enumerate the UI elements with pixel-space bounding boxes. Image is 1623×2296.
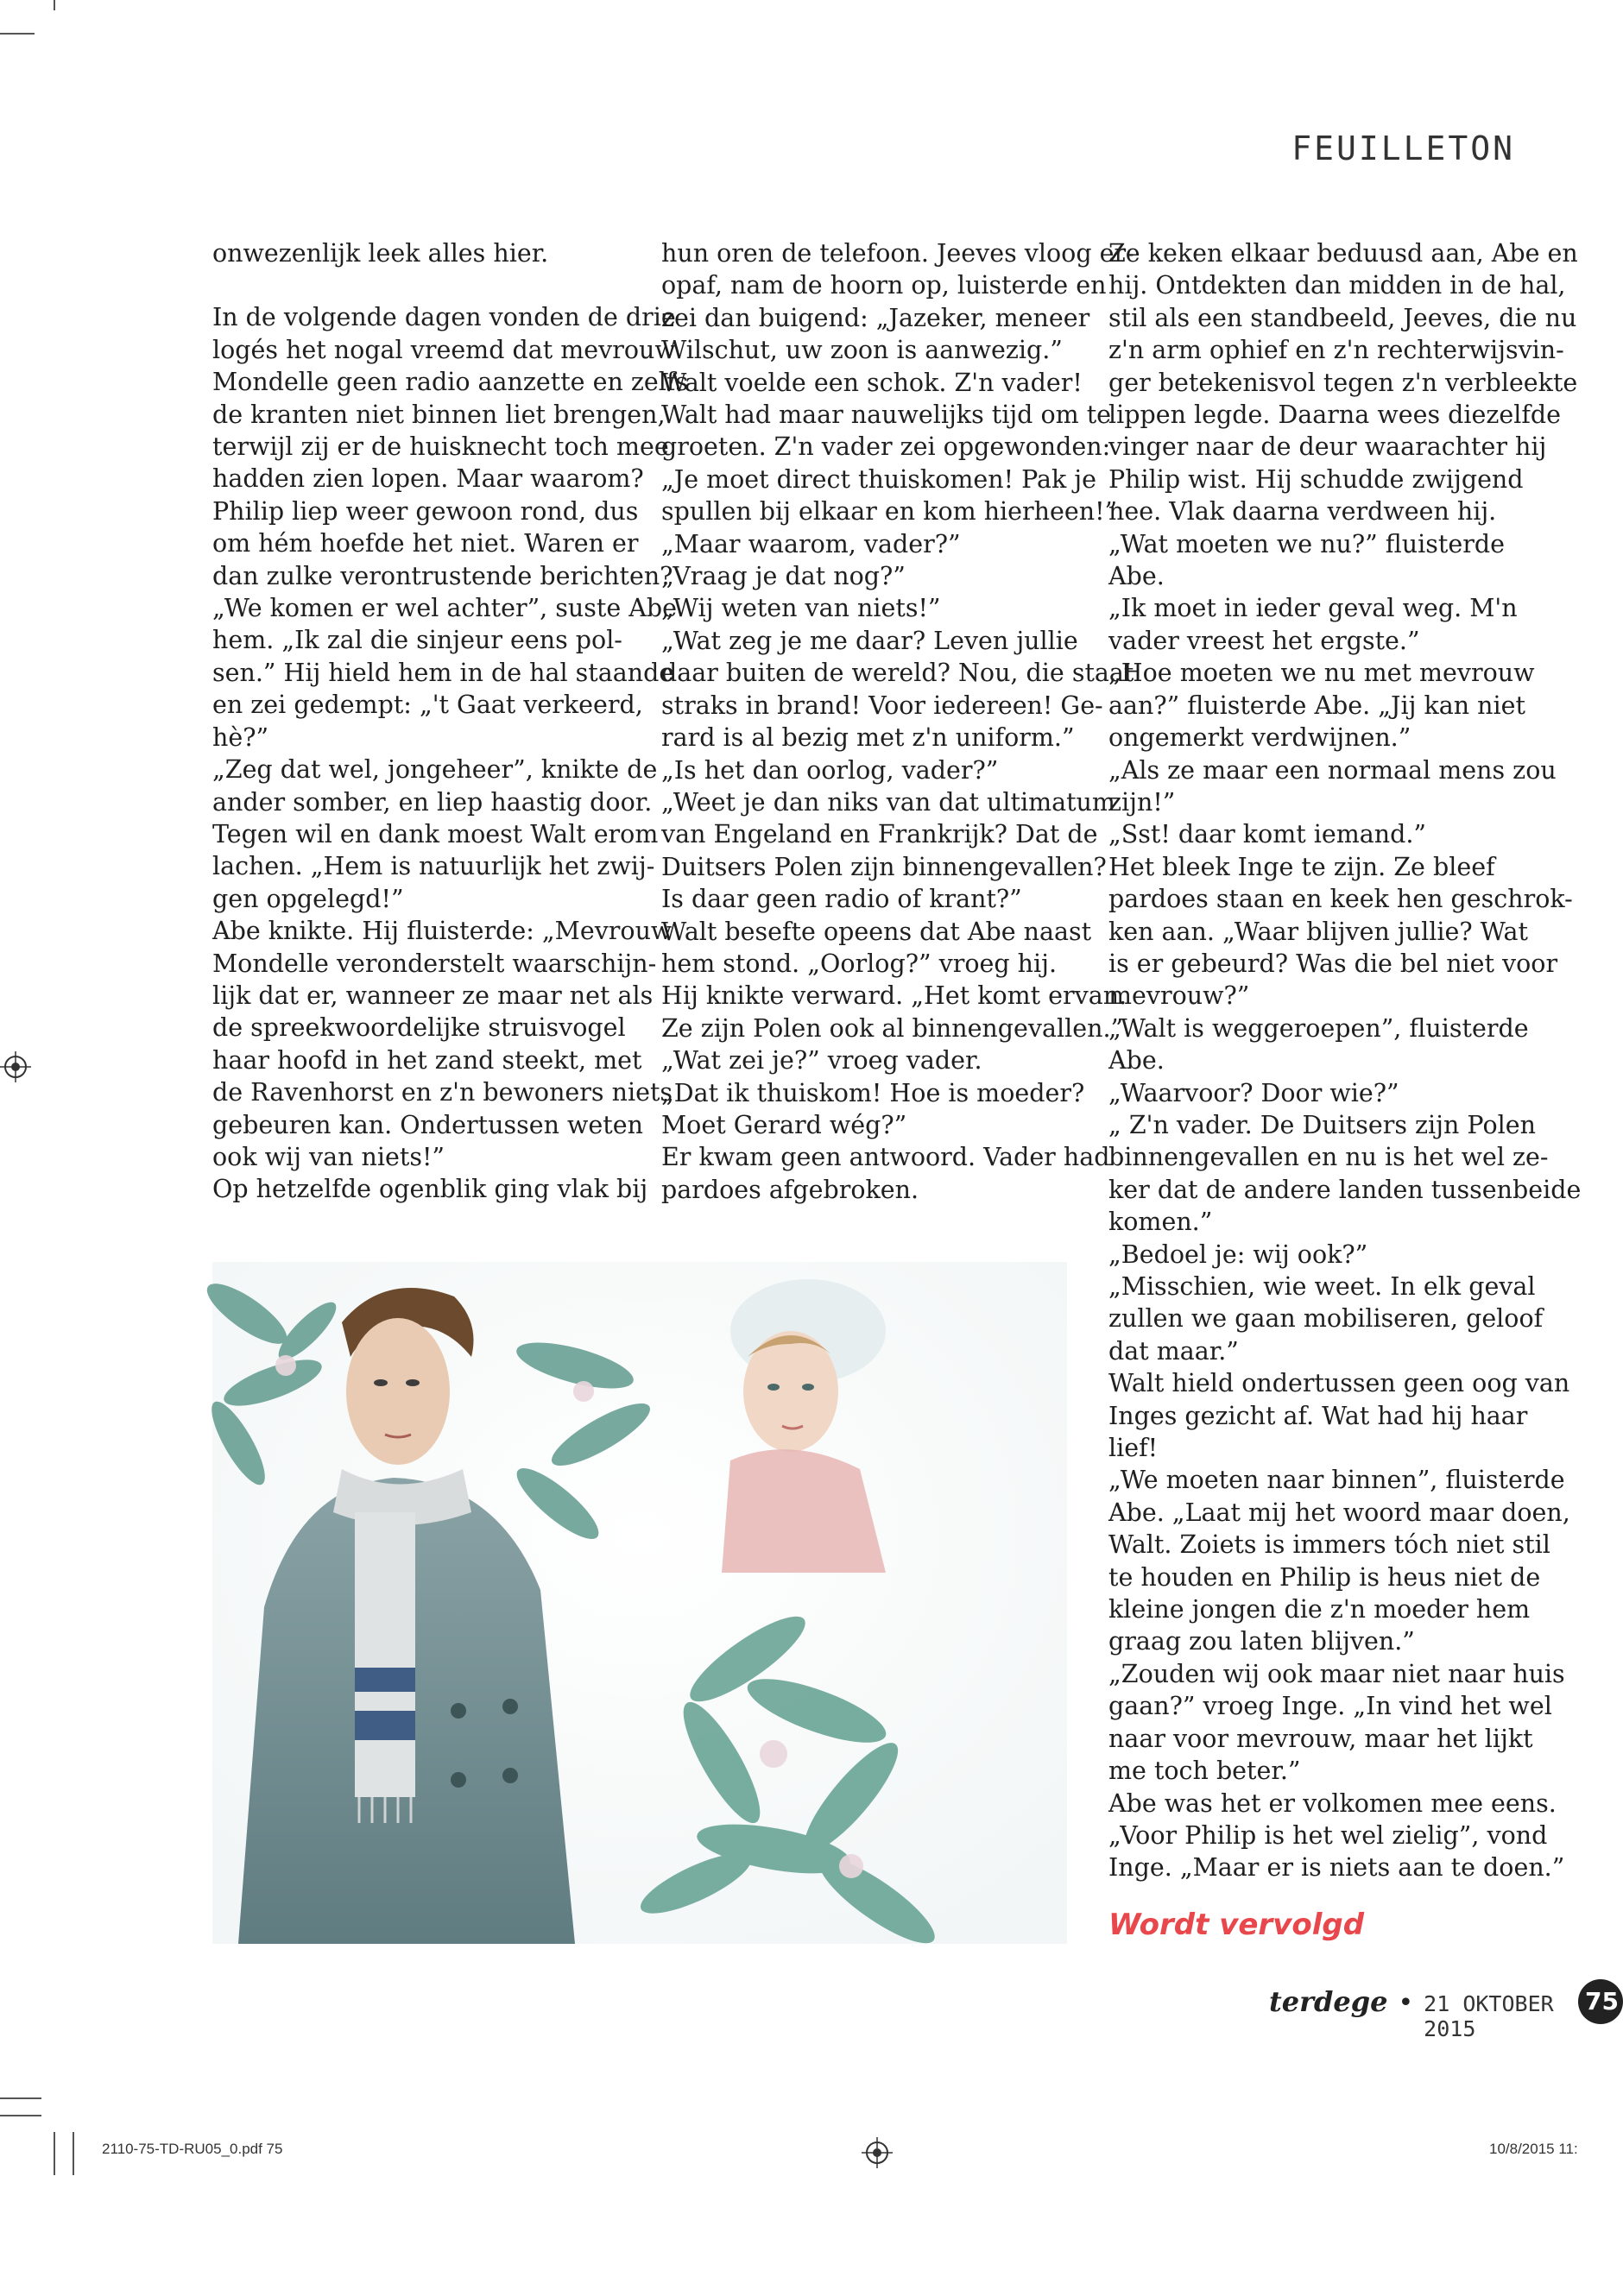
text-line: Walt besefte opeens dat Abe naast [661, 917, 1092, 946]
text-line: Abe knikte. Hij fluisterde: „Mevrouw [212, 917, 673, 946]
text-line: „ Z'n vader. De Duitsers zijn Polen [1108, 1110, 1536, 1139]
text-line: pardoes afgebroken. [661, 1175, 919, 1204]
text-line: „Hoe moeten we nu met mevrouw [1108, 659, 1535, 688]
text-line: graag zou laten blijven.” [1108, 1627, 1415, 1656]
registration-target-icon [862, 2137, 893, 2168]
registration-target-icon [0, 1051, 31, 1082]
text-line: „Wat zeg je me daar? Leven jullie [661, 626, 1078, 655]
text-line: pardoes staan en keek hen geschrok- [1108, 885, 1573, 914]
text-line: ken aan. „Waar blijven jullie? Wat [1108, 917, 1528, 946]
text-line: „Dat ik thuiskom! Hoe is moeder? [661, 1078, 1085, 1107]
text-line: Het bleek Inge te zijn. Ze bleef [1108, 852, 1495, 881]
text-line: om hém hoefde het niet. Waren er [212, 529, 639, 558]
text-line: sen.” Hij hield hem in de hal staande [212, 658, 674, 687]
text-line: Philip wist. Hij schudde zwijgend [1108, 464, 1524, 494]
footer-separator: • [1398, 1988, 1414, 2018]
text-line: van Engeland en Frankrijk? Dat de [661, 820, 1098, 849]
text-line: hè?” [212, 722, 269, 752]
text-line: zei dan buigend: „Jazeker, meneer [661, 303, 1090, 332]
article-column-1 [212, 237, 689, 1206]
crop-mark [54, 2132, 55, 2175]
text-line: komen.” [1108, 1208, 1213, 1237]
text-line: „Misschien, wie weet. In elk geval [1108, 1272, 1536, 1301]
print-slug-timestamp: 10/8/2015 11: [1489, 2141, 1578, 2157]
text-line: opaf, nam de hoorn op, luisterde en [661, 271, 1107, 300]
text-line: vader vreest het ergste.” [1108, 626, 1420, 655]
text-line: „Als ze maar een normaal mens zou [1108, 755, 1557, 785]
text-line: Abe was het er volkomen mee eens. [1108, 1788, 1557, 1818]
text-line: Abe. „Laat mij het woord maar doen, [1108, 1498, 1570, 1527]
text-line: ander somber, en liep haastig door. [212, 787, 653, 817]
text-line: dan zulke verontrustende berichten? [212, 561, 673, 590]
text-line: ger betekenisvol tegen z'n verbleekte [1108, 368, 1578, 397]
text-line: Philip liep weer gewoon rond, dus [212, 496, 639, 526]
text-line: terwijl zij er de huisknecht toch mee [212, 432, 669, 462]
text-line: zijn!” [1108, 787, 1176, 817]
text-line: Abe. [1108, 562, 1165, 591]
crop-mark [73, 2132, 74, 2175]
story-illustration [212, 1262, 1067, 1944]
text-line: gaan?” vroeg Inge. „In vind het wel [1108, 1692, 1552, 1721]
section-title: FEUILLETON [1291, 129, 1515, 167]
text-line [212, 269, 635, 301]
page-footer [1269, 1985, 1593, 2041]
text-line: „Sst! daar komt iemand.” [1108, 820, 1426, 849]
text-line: onwezenlijk leek alles hier. [212, 239, 549, 268]
text-line: „Walt is weggeroepen”, fluisterde [1108, 1013, 1529, 1043]
text-line: „Wij weten van niets!” [661, 594, 941, 623]
text-line: „Weet je dan niks van dat ultimatum [661, 787, 1115, 817]
text-line: In de volgende dagen vonden de drie [212, 303, 676, 332]
text-line: en zei gedempt: „'t Gaat verkeerd, [212, 691, 643, 720]
text-line: hem. „Ik zal die sinjeur eens pol- [212, 626, 622, 655]
text-line: me toch beter.” [1108, 1757, 1301, 1786]
text-line: Walt had maar nauwelijks tijd om te [661, 401, 1112, 430]
text-line: Ze zijn Polen ook al binnengevallen.” [661, 1013, 1124, 1043]
continued-note: Wordt vervolgd [1108, 1908, 1365, 1942]
text-line: lachen. „Hem is natuurlijk het zwij- [212, 852, 655, 881]
text-line: gen opgelegd!” [212, 884, 404, 913]
text-line: aan?” fluisterde Abe. „Jij kan niet [1108, 691, 1525, 720]
text-line: Er kwam geen antwoord. Vader had [661, 1143, 1110, 1172]
page-number: 75 [1578, 1979, 1623, 2024]
text-line: naar voor mevrouw, maar het lijkt [1108, 1724, 1533, 1753]
text-line: „Bedoel je: wij ook?” [1108, 1239, 1368, 1269]
text-line: zullen we gaan mobiliseren, geloof [1108, 1304, 1544, 1334]
text-line: Moet Gerard wég?” [661, 1110, 907, 1139]
text-line: Walt hield ondertussen geen oog van [1108, 1369, 1570, 1398]
text-line: te houden en Philip is heus niet de [1108, 1562, 1541, 1592]
article-column-2 [661, 237, 1134, 1206]
text-line: Walt voelde een schok. Z'n vader! [661, 368, 1083, 397]
text-line: vinger naar de deur waarachter hij [1108, 432, 1547, 462]
text-line: dat maar.” [1108, 1336, 1239, 1366]
text-line: hem stond. „Oorlog?” vroeg hij. [661, 949, 1058, 978]
text-line: stil als een standbeeld, Jeeves, die nu [1108, 303, 1577, 332]
text-line: „Wat zei je?” vroeg vader. [661, 1046, 982, 1075]
text-line: „Je moet direct thuiskomen! Pak je [661, 464, 1097, 494]
text-line: hadden zien lopen. Maar waarom? [212, 464, 644, 494]
text-line: „Zeg dat wel, jongeheer”, knikte de [212, 755, 658, 785]
text-line: Ze keken elkaar beduusd aan, Abe en [1108, 239, 1578, 268]
text-line: lief! [1108, 1434, 1159, 1463]
text-line: logés het nogal vreemd dat mevrouw [212, 335, 676, 364]
text-line: „Maar waarom, vader?” [661, 529, 961, 558]
text-line: straks in brand! Voor iedereen! Ge- [661, 691, 1103, 720]
text-line: Mondelle veronderstelt waarschijn- [212, 949, 657, 978]
text-line: mevrouw?” [1108, 981, 1250, 1011]
crop-mark [54, 0, 55, 10]
text-line: de kranten niet binnen liet brengen, [212, 400, 666, 429]
text-line: de spreekwoordelijke struisvogel [212, 1013, 626, 1043]
text-line: „We moeten naar binnen”, fluisterde [1108, 1466, 1565, 1495]
text-line: „Wat moeten we nu?” fluisterde [1108, 529, 1505, 558]
text-line: hun oren de telefoon. Jeeves vloog er- [661, 239, 1134, 268]
text-line: „Voor Philip is het wel zielig”, vond [1108, 1820, 1548, 1850]
text-line: ongemerkt verdwijnen.” [1108, 723, 1411, 753]
text-line: „Vraag je dat nog?” [661, 562, 906, 591]
text-line: ook wij van niets!” [212, 1142, 445, 1171]
text-line: Hij knikte verward. „Het komt ervan. [661, 981, 1127, 1011]
text-line: Tegen wil en dank moest Walt erom [212, 819, 659, 848]
text-line: nee. Vlak daarna verdween hij. [1108, 497, 1497, 527]
text-line: hij. Ontdekten dan midden in de hal, [1108, 271, 1566, 300]
text-line: Mondelle geen radio aanzette en zelfs [212, 368, 689, 397]
text-line: Inge. „Maar er is niets aan te doen.” [1108, 1853, 1565, 1883]
text-line: Op hetzelfde ogenblik ging vlak bij [212, 1175, 648, 1204]
magazine-brand: terdege [1269, 1985, 1388, 2018]
text-line: kleine jongen die z'n moeder hem [1108, 1595, 1531, 1624]
text-line: is er gebeurd? Was die bel niet voor [1108, 949, 1558, 978]
text-line: Duitsers Polen zijn binnengevallen? [661, 852, 1107, 881]
text-line: binnengevallen en nu is het wel ze- [1108, 1143, 1549, 1172]
text-line: „Waarvoor? Door wie?” [1108, 1078, 1399, 1107]
text-line: daar buiten de wereld? Nou, die staat [661, 659, 1134, 688]
text-line: Abe. [1108, 1046, 1165, 1075]
crop-mark [0, 2097, 41, 2099]
text-line: ker dat de andere landen tussenbeide [1108, 1175, 1582, 1204]
article-column-3 [1108, 237, 1582, 1884]
text-line: Is daar geen radio of krant?” [661, 885, 1022, 914]
text-line: „Ik moet in ieder geval weg. M'n [1108, 594, 1518, 623]
text-line: spullen bij elkaar en kom hierheen!” [661, 497, 1118, 527]
text-line: lijk dat er, wanneer ze maar net als [212, 981, 654, 1010]
text-line: gebeuren kan. Ondertussen weten [212, 1110, 643, 1139]
text-line: lippen legde. Daarna wees diezelfde [1108, 401, 1562, 430]
text-line: z'n arm ophief en z'n rechterwijsvin- [1108, 336, 1564, 365]
crop-mark [0, 2115, 41, 2116]
text-line: Walt. Zoiets is immers tóch niet stil [1108, 1530, 1550, 1560]
text-line: Inges gezicht af. Wat had hij haar [1108, 1401, 1528, 1430]
crop-mark [0, 33, 35, 35]
text-line: „Is het dan oorlog, vader?” [661, 755, 999, 785]
text-line: „We komen er wel achter”, suste Abe [212, 594, 677, 623]
print-slug-file: 2110-75-TD-RU05_0.pdf 75 [102, 2141, 283, 2157]
text-line: de Ravenhorst en z'n bewoners niets [212, 1078, 673, 1107]
issue-date: 21 OKTOBER 2015 [1424, 1991, 1554, 2041]
text-line: haar hoofd in het zand steekt, met [212, 1045, 642, 1075]
text-line: Wilschut, uw zoon is aanwezig.” [661, 336, 1063, 365]
text-line: rard is al bezig met z'n uniform.” [661, 723, 1075, 753]
text-line: groeten. Z'n vader zei opgewonden: [661, 432, 1111, 462]
text-line: „Zouden wij ook maar niet naar huis [1108, 1659, 1565, 1688]
